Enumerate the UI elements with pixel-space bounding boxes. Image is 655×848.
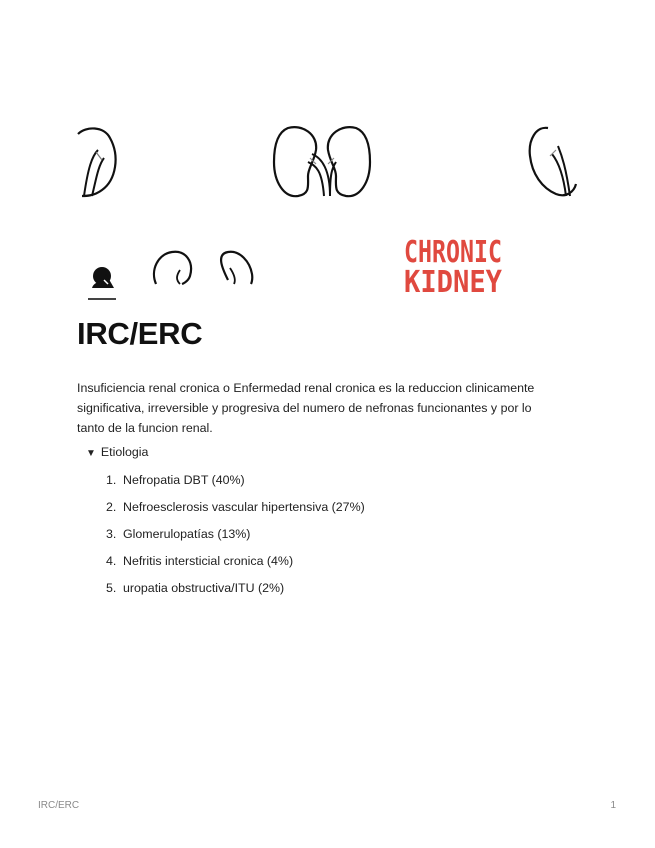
cover-banner	[76, 84, 578, 302]
list-item-number: 1.	[106, 473, 117, 487]
list-item	[106, 551, 365, 578]
kidney-right-icon	[530, 128, 576, 196]
list-item	[106, 470, 365, 497]
kidney-logo-icon	[88, 267, 116, 300]
footer-doc-name: IRC/ERC	[38, 800, 80, 811]
list-item-number: 5.	[106, 581, 117, 595]
list-item-number: 2.	[106, 500, 117, 514]
list-item-text: uropatia obstructiva/ITU (2%)	[123, 581, 285, 595]
list-item-number: 3.	[106, 527, 117, 541]
kidney-illustration	[76, 84, 578, 302]
etiologia-toggle[interactable]	[86, 445, 148, 459]
toggle-label: Etiologia	[100, 445, 149, 459]
list-item	[106, 524, 365, 551]
footer-page-number: 1	[610, 800, 616, 811]
kidney-left-icon	[78, 128, 116, 196]
kidney-pair-icon	[274, 127, 370, 196]
list-item-text: Nefropatia DBT (40%)	[123, 473, 245, 487]
list-item-text: Glomerulopatías (13%)	[123, 527, 251, 541]
list-item-text: Nefroesclerosis vascular hipertensiva (27%)	[123, 500, 365, 514]
triangle-down-icon[interactable]: ▼	[86, 448, 96, 459]
etiology-list	[106, 470, 365, 605]
list-item	[106, 578, 365, 605]
intro-paragraph: Insuficiencia renal cronica o Enfermedad renal cronica es la reduccion clinicamente significativa, irreversible y progresiva del numero de nefronas funcionantes y por lo tanto de la funcion renal.	[77, 381, 535, 435]
chronic-word: CHRONIC	[404, 235, 502, 270]
page-title: IRC/ERC	[77, 316, 203, 351]
kidney-outline-icon	[154, 252, 252, 284]
list-item-number: 4.	[106, 554, 117, 568]
list-item	[106, 497, 365, 524]
kidney-word: KIDNEY	[404, 265, 502, 300]
list-item-text: Nefritis intersticial cronica (4%)	[123, 554, 294, 568]
